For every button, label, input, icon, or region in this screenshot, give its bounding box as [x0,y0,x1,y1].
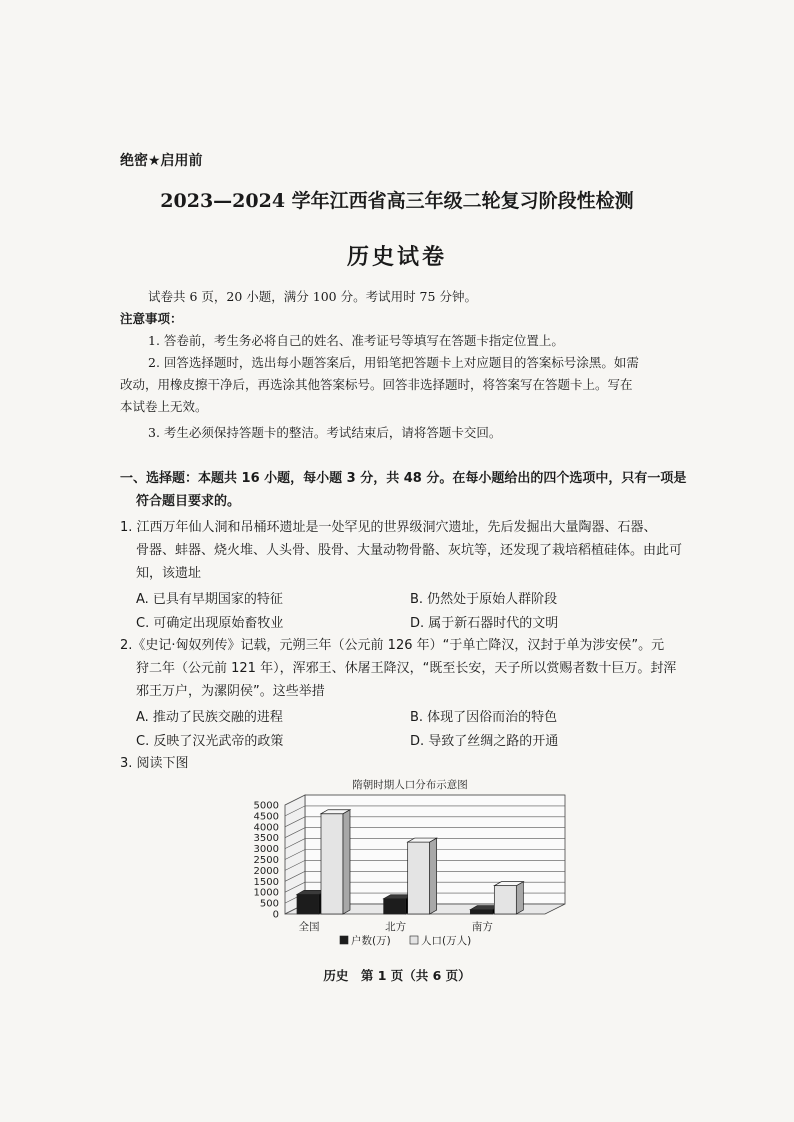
x-category-label: 全国 [298,921,320,933]
legend-swatch-households [340,936,348,944]
y-tick-label: 1000 [253,887,279,899]
note-2-line-3: 本试卷上无效。 [120,399,208,414]
y-tick-label: 2000 [253,865,279,877]
q1-stem-line-3: 知，该遗址 [136,566,202,581]
bar-population-2 [494,886,516,914]
section-1-heading: 一、选择题：本题共 16 小题，每小题 3 分，共 48 分。在每小题给出的四个选项中，只有一项是 [120,471,687,486]
q2-stem-line-3: 邪王万户，为漯阴侯”。这些举措 [136,684,325,699]
bar-population-0 [321,814,343,914]
legend-label-population: 人口(万人) [421,935,472,947]
y-tick-label: 3000 [253,844,279,856]
bar-households-1 [384,899,406,914]
q1-stem-line-1: 1. 江西万年仙人洞和吊桶环遗址是一处罕见的世界级洞穴遗址，先后发掘出大量陶器、石器、 [120,520,657,535]
page-footer: 历史 第 1 页（共 6 页） [323,968,471,983]
x-category-label: 南方 [471,921,493,933]
note-2-line-2: 改动，用橡皮擦干净后，再选涂其他答案标号。回答非选择题时，将答案写在答题卡上。写在 [120,377,633,392]
q2-option-b: B. 体现了因俗而治的特色 [410,710,558,725]
q3-stem: 3. 阅读下图 [120,756,189,771]
exam-title: 2023—2024 学年江西省高三年级二轮复习阶段性检测 [160,190,634,212]
q2-stem-line-2: 狩二年（公元前 121 年），浑邪王、休屠王降汉，“既至长安，天子所以赏赐者数十巨万。封浑 [136,661,677,676]
population-bar-chart [245,772,575,952]
y-tick-label: 3500 [253,833,279,845]
q1-option-a: A. 已具有早期国家的特征 [136,592,283,607]
x-category-label: 北方 [385,921,407,933]
bar-households-0 [297,894,319,914]
q2-option-a: A. 推动了民族交融的进程 [136,710,283,725]
q1-option-c: C. 可确定出现原始畜牧业 [136,616,284,631]
bar-population-1 [408,842,430,914]
exam-summary: 试卷共 6 页，20 小题，满分 100 分。考试用时 75 分钟。 [148,289,477,304]
legend-label-households: 户数(万) [351,935,391,947]
note-1: 1. 答卷前，考生务必将自己的姓名、准考证号等填写在答题卡指定位置上。 [148,333,564,348]
note-3: 3. 考生必须保持答题卡的整洁。考试结束后，请将答题卡交回。 [148,425,502,440]
bar-households-2 [470,910,492,914]
y-tick-label: 2500 [253,855,279,866]
y-tick-label: 5000 [253,800,279,812]
section-1-heading-cont: 符合题目要求的。 [136,494,241,509]
secret-label: 绝密★启用前 [120,153,203,169]
subject-title: 历史试卷 [346,245,447,270]
y-tick-label: 1500 [253,876,279,888]
notes-heading: 注意事项： [120,311,183,326]
q2-stem-line-1: 2.《史记·匈奴列传》记载，元朔三年（公元前 126 年）“于单亡降汉，汉封于单为涉安侯”。元 [120,638,665,653]
q1-option-b: B. 仍然处于原始人群阶段 [410,592,558,607]
chart-title: 隋朝时期人口分布示意图 [352,779,468,791]
q1-option-d: D. 属于新石器时代的文明 [410,616,559,631]
y-tick-label: 0 [272,909,279,921]
bar-side [343,810,350,914]
q2-option-d: D. 导致了丝绸之路的开通 [410,734,559,749]
q1-stem-line-2: 骨器、蚌器、烧火堆、人头骨、股骨、大量动物骨骼、灰坑等，还发现了栽培稻植硅体。由此可 [136,543,683,558]
note-2-line-1: 2. 回答选择题时，选出每小题答案后，用铅笔把答题卡上对应题目的答案标号涂黑。如需 [148,355,639,370]
y-tick-label: 4500 [253,811,279,823]
bar-side [516,882,523,914]
y-tick-label: 4000 [253,822,279,834]
q2-option-c: C. 反映了汉光武帝的政策 [136,734,284,749]
y-tick-label: 500 [259,898,279,910]
legend-swatch-population [410,936,418,944]
bar-side [430,838,437,914]
